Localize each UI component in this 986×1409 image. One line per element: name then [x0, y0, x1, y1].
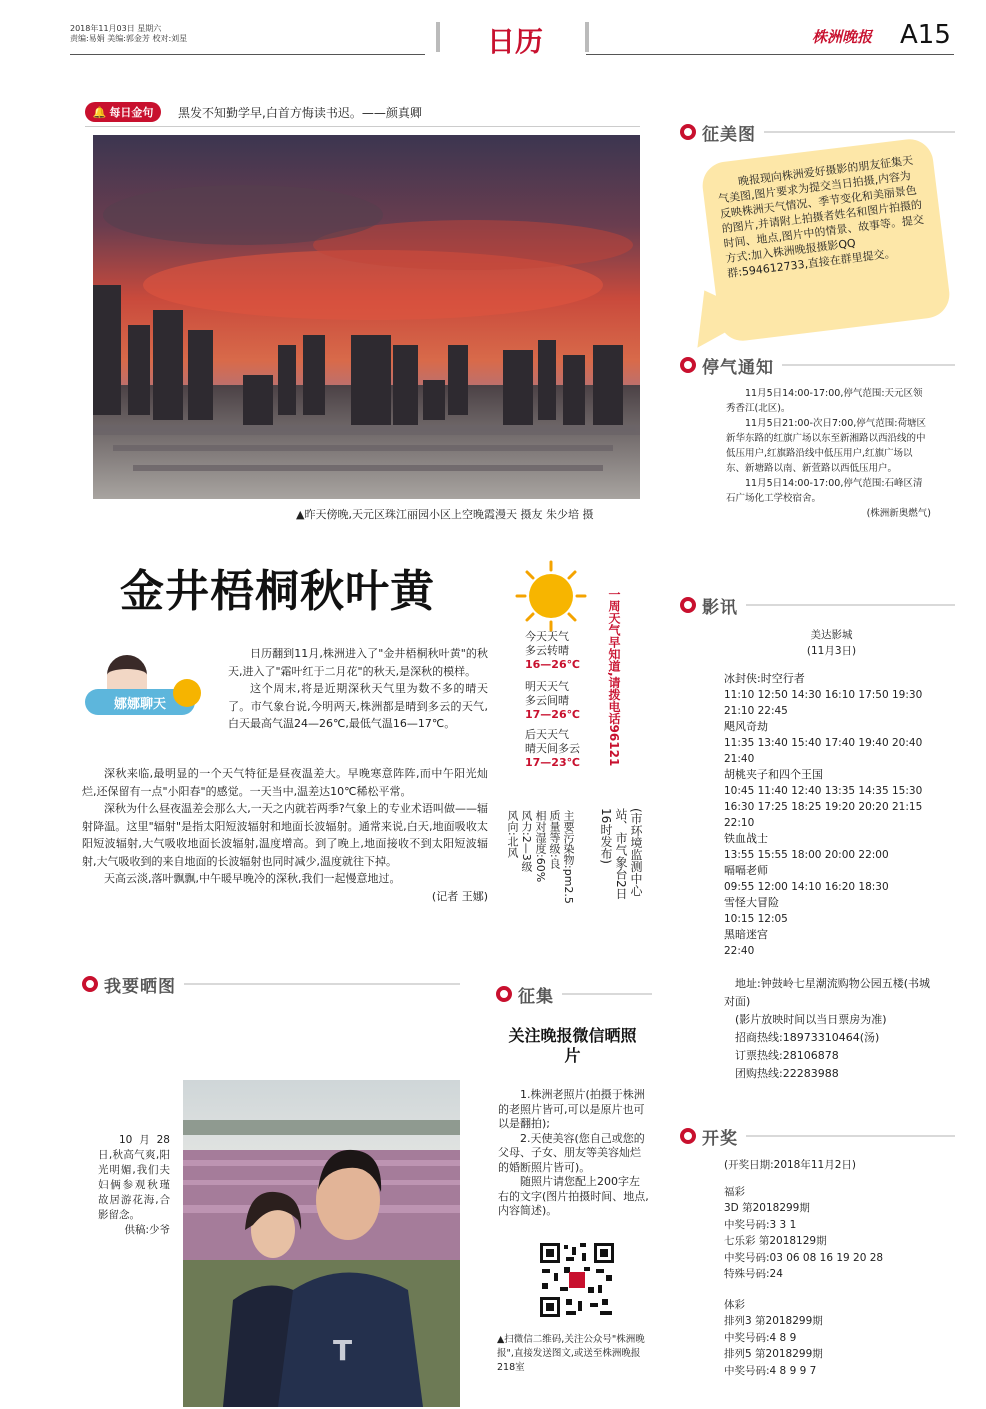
film-entry: [724, 895, 939, 927]
quote-tag: [85, 102, 161, 122]
section-rule: [782, 364, 955, 366]
columnist-badge-label: 娜娜聊天: [85, 689, 195, 715]
zhengji-item: 2.天使美容(您自己或您的父母、子女、朋友等美容灿烂的婚断照片皆可)。: [498, 1131, 645, 1174]
header-date: 2018年11月03日 星期六: [70, 24, 162, 33]
article-paragraph: 天高云淡,落叶飘飘,中午暖早晚冷的深秋,我们一起慢意地过。: [104, 872, 401, 885]
lottery-line: 中奖号码:4 8 9: [724, 1331, 797, 1344]
section-header-lottery: [680, 1124, 955, 1148]
film-showtimes: 16:30 17:25 18:25 19:20 20:20 21:15: [724, 801, 923, 813]
forecast-temp: 17—26℃: [525, 708, 580, 721]
film-entry: [724, 831, 939, 863]
film-showtimes: 10:45 11:40 12:40 13:35 14:35 15:30: [724, 785, 923, 797]
outage-item: 11月5日14:00-17:00,停气范围:天元区领秀香江(北区)。: [726, 388, 923, 414]
zhengji-item: 随照片请您配上200字左右的文字(图片拍摄时间、地点,内容简述)。: [498, 1175, 649, 1217]
film-title: 铁血战士: [724, 832, 768, 845]
showtime-notice: (影片放映时间以当日票房为准): [735, 1013, 887, 1026]
film-title: 雪怪大冒险: [724, 896, 779, 909]
article-headline: 金井梧桐秋叶黄: [120, 566, 435, 617]
outage-notices: [726, 386, 931, 521]
section-rule: [184, 983, 460, 985]
forecast-day: [525, 728, 600, 770]
daily-quote: 黑发不知勤学早,白首方悔读书迟。——颜真卿: [178, 106, 422, 120]
film-entry: [724, 671, 939, 719]
air-quality: [598, 808, 643, 908]
section-bullet-icon: [496, 986, 512, 1002]
air-quality-details: [505, 810, 575, 905]
air-line: 质量等级:良: [548, 810, 561, 869]
section-rule: [746, 1135, 955, 1137]
film-title: 黑暗迷宫: [724, 928, 768, 941]
movie-listings: [724, 627, 939, 1083]
weather-hotline: 一周天气早知道,请拨电话96121: [607, 588, 621, 767]
article-paragraph: 这个周末,将是近期深秋天气里为数不多的晴天了。市气象台说,今明两天,株洲都是晴到多云的天气,白天最高气温24—26℃,最低气温16—17℃。: [228, 682, 488, 730]
header-info: [70, 24, 187, 44]
lottery-results: [724, 1157, 939, 1379]
film-showtimes: 11:35 13:40 15:40 17:40 19:40 20:40: [724, 737, 923, 749]
article-intro: [228, 645, 488, 733]
article-paragraph: 深秋为什么昼夜温差会那么大,一天之内就若两季?气象上的专业术语叫做——辐射降温。这里"辐射"是指太阳短波辐射和地面长波辐射。通常来说,白天,地面吸收太阳短波辐射,大气吸收地面长波辐射,温度增高。到了晚上,地面接收不到太阳短波辐射,大气吸收到的来自地面的长波辐射也同时减少,温度就往下掉。: [82, 802, 488, 868]
wechat-qr-code[interactable]: [538, 1241, 616, 1319]
film-showtimes: 22:10: [724, 817, 755, 829]
cinema-phone: 订票热线:28106878: [735, 1049, 839, 1062]
sun-icon: [173, 679, 201, 707]
bell-icon: 🔔: [92, 105, 107, 119]
section-header-woyao: [82, 972, 460, 996]
newspaper-logo: 株洲晚报: [812, 28, 873, 46]
outage-source: (株洲新奥燃气): [866, 508, 931, 519]
sun-icon: [515, 560, 587, 632]
section-bullet-icon: [680, 1128, 696, 1144]
film-title: 飓风奇劫: [724, 720, 768, 733]
section-rule: [562, 993, 652, 995]
woyao-credit: 供稿:少爷: [124, 1224, 170, 1236]
article-author: (记者 王娜): [431, 889, 488, 903]
section-title-movies: 影讯: [702, 597, 738, 618]
section-bullet-icon: [680, 124, 696, 140]
section-title-zhengji: 征集: [518, 986, 554, 1007]
columnist-badge: [85, 655, 215, 745]
forecast-day: [525, 630, 600, 672]
svg-text:T: T: [333, 1334, 353, 1367]
lottery-line: 特殊号码:24: [724, 1268, 783, 1280]
cinema-phone: 招商热线:18973310464(汤): [735, 1031, 880, 1044]
woyao-caption: [98, 1133, 170, 1238]
weather-forecast: [525, 630, 600, 776]
film-showtimes: 10:15 12:05: [724, 913, 788, 925]
air-line: 风向:北风: [506, 810, 519, 858]
listing-date: (11月3日): [806, 645, 857, 657]
lottery-line: 福彩: [724, 1185, 745, 1198]
forecast-day-label: 今天天气: [525, 630, 569, 643]
section-title-zhengmei: 征美图: [702, 124, 756, 145]
header-staff: 责编:易娟 美编:郭金芳 校对:刘星: [70, 34, 188, 43]
film-showtimes: 11:10 12:50 14:30 16:10 17:50 19:30: [724, 689, 923, 701]
cinema-name: 美达影城: [810, 629, 853, 641]
zhengji-body: [498, 1088, 650, 1219]
air-line: 风力:2—3级: [520, 810, 533, 872]
air-line: 主要污染物:pm2.5: [562, 810, 575, 904]
forecast-day: [525, 680, 600, 722]
section-title-lottery: 开奖: [702, 1128, 738, 1149]
section-header-outage: [680, 353, 955, 377]
header-divider: [585, 22, 589, 52]
air-line: 相对湿度:60%: [534, 810, 547, 883]
article-body: [82, 765, 488, 905]
quote-tag-label: 每日金句: [109, 106, 154, 119]
article-paragraph: 深秋来临,最明显的一个天气特征是昼夜温差大。早晚寒意阵阵,而中午阳光灿烂,还保留有一点"小阳春"的感觉。一天当中,温差达10℃稀松平常。: [82, 767, 488, 798]
section-bullet-icon: [680, 357, 696, 373]
lottery-line: 中奖号码:3 3 1: [724, 1218, 797, 1231]
couple-photo: [183, 1080, 460, 1407]
forecast-temp: 17—23℃: [525, 756, 580, 769]
lottery-line: 排列3 第2018299期: [724, 1315, 823, 1327]
forecast-day-label: 后天天气: [525, 728, 569, 741]
lottery-line: 体彩: [724, 1298, 745, 1311]
section-rule: [764, 131, 955, 133]
film-showtimes: 21:40: [724, 753, 755, 765]
page-number: A15: [900, 20, 951, 50]
forecast-day-label: 明天天气: [525, 680, 569, 693]
section-title-woyao: 我要晒图: [104, 976, 176, 997]
outage-item: 11月5日14:00-17:00,停气范围:石峰区清石广场化工学校宿舍。: [726, 478, 923, 504]
forecast-condition: 多云间晴: [525, 694, 569, 707]
lottery-line: 中奖号码:4 8 9 9 7: [724, 1364, 817, 1377]
section-bullet-icon: [680, 597, 696, 613]
film-entry: [724, 927, 939, 959]
header-rule-left: [70, 54, 425, 55]
section-header-zhengji: [496, 982, 652, 1006]
lottery-spacer: [724, 1283, 939, 1297]
zhengmei-text: 晚报现向株洲爱好摄影的朋友征集天气美图,图片要求为提交当日拍摄,内容为反映株洲天气情况、季节变化和美丽景色的图片,并请附上拍摄者姓名和图片拍摄的时间、地点,图片中的情景、故事等。提交方式:加入株洲晚报摄影QQ群:594612733,直接在群里提交。: [717, 153, 925, 281]
quote-divider: [85, 126, 640, 127]
film-title: 嗝嗝老师: [724, 864, 768, 877]
cinema-phone: 团购热线:22283988: [735, 1067, 839, 1080]
film-entry: [724, 719, 939, 767]
forecast-condition: 多云转晴: [525, 644, 569, 657]
air-source: (市环境监测中心站、市气象台2日16时发布): [599, 808, 643, 900]
speech-bubble: [700, 137, 952, 344]
lottery-line: 3D 第2018299期: [724, 1202, 810, 1214]
photo-caption: ▲昨天傍晚,天元区珠江丽园小区上空晚霞漫天 摄友 朱少培 摄: [296, 508, 594, 521]
section-bullet-icon: [82, 976, 98, 992]
zhengji-heading: 关注晚报微信晒照片: [508, 1026, 637, 1065]
article-paragraph: 日历翻到11月,株洲进入了"金井梧桐秋叶黄"的秋天,进入了"霜叶红于二月花"的秋天,是深秋的模样。: [228, 647, 488, 678]
lottery-date: (开奖日期:2018年11月2日): [724, 1159, 856, 1171]
film-entry: [724, 767, 939, 831]
lottery-line: 中奖号码:03 06 08 16 19 20 28: [724, 1251, 884, 1264]
film-title: 冰封侠:时空行者: [724, 672, 805, 685]
film-showtimes: 21:10 22:45: [724, 705, 788, 717]
woyao-text: 10月28日,秋高气爽,阳光明媚,我们夫妇俩参观秋瑾故居游花海,合影留念。: [98, 1134, 170, 1221]
film-showtimes: 13:55 15:55 18:00 20:00 22:00: [724, 849, 889, 861]
zhengji-item: 1.株洲老照片(拍摄于株洲的老照片皆可,可以是原片也可以是翻拍);: [498, 1088, 645, 1130]
lottery-line: 七乐彩 第2018129期: [724, 1235, 827, 1247]
forecast-condition: 晴天间多云: [525, 742, 580, 755]
film-showtimes: 22:40: [724, 945, 755, 957]
sunset-photo: [93, 135, 640, 499]
section-rule: [746, 604, 955, 606]
section-header-movies: [680, 593, 955, 617]
forecast-temp: 16—26℃: [525, 658, 580, 671]
header-rule-right: [586, 54, 954, 55]
section-title-outage: 停气通知: [702, 357, 774, 378]
film-showtimes: 09:55 12:00 14:10 16:20 18:30: [724, 881, 889, 893]
header-divider: [436, 22, 440, 52]
film-title: 胡桃夹子和四个王国: [724, 768, 823, 781]
outage-item: 11月5日21:00-次日7:00,停气范围:荷塘区新华东路的红旗广场以东至新湘路以西沿线的中低压用户,红旗路沿线中低压用户,红旗广场以东、新塘路以南、新萱路以西低压用户。: [726, 418, 926, 474]
cinema-address: 地址:钟鼓岭七星潮流购物公园五楼(书城对面): [724, 977, 930, 1008]
section-title: 日历: [486, 25, 543, 58]
lottery-line: 排列5 第2018299期: [724, 1348, 823, 1360]
qr-caption: ▲扫微信二维码,关注公众号"株洲晚报",直接发送图文,或送至株洲晚报218室: [497, 1334, 645, 1373]
film-entry: [724, 863, 939, 895]
